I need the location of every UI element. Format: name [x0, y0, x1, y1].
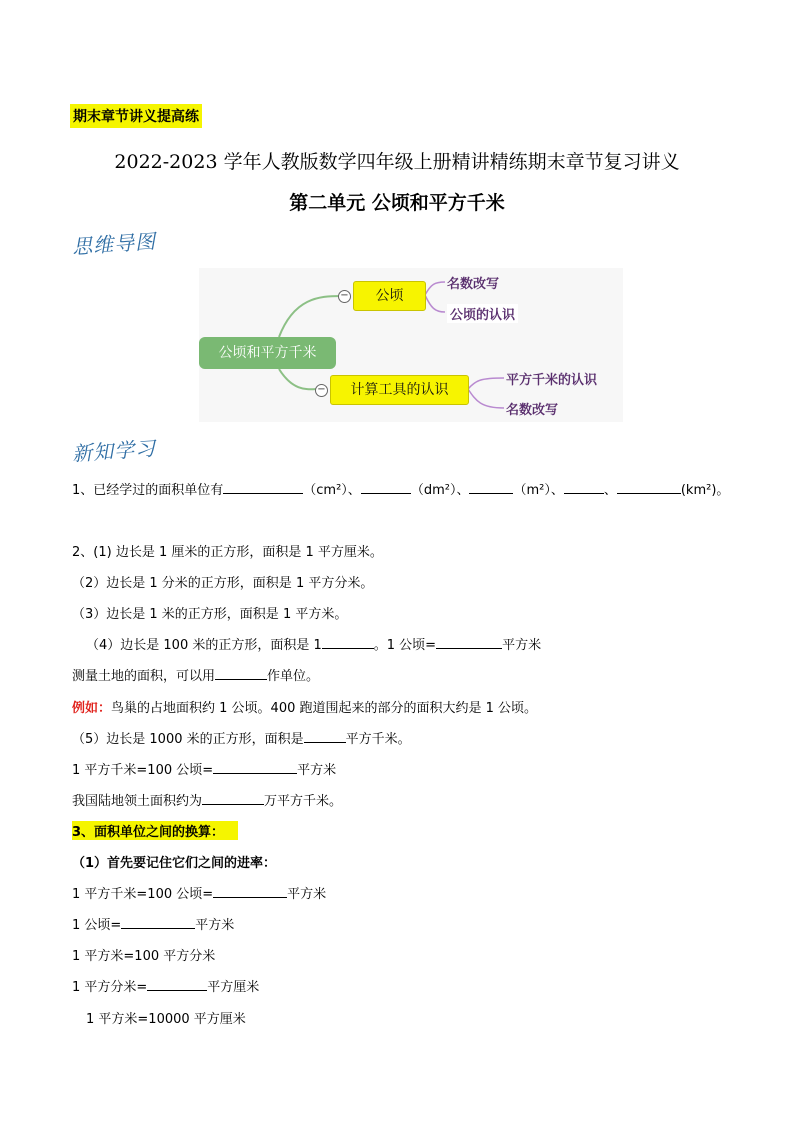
unit-text: (km²)。 — [680, 483, 730, 498]
blank[interactable] — [322, 635, 374, 649]
q2-text: 万平方千米。 — [264, 794, 343, 809]
blank[interactable] — [564, 480, 604, 494]
blank[interactable] — [121, 915, 195, 929]
blank[interactable] — [215, 666, 267, 680]
blank[interactable] — [223, 480, 303, 494]
q2-text: 1 平方千米=100 公顷= — [72, 763, 214, 778]
mindmap-node-tools: 计算工具的认识 — [330, 375, 469, 405]
q1-prefix: 1、已经学过的面积单位有 — [72, 483, 224, 498]
q2-line-7 — [72, 759, 336, 778]
mindmap-node-hectare: 公顷 — [353, 281, 426, 311]
q3-text: 1 公顷= — [72, 918, 122, 933]
blank[interactable] — [436, 635, 502, 649]
mindmap-root-node: 公顷和平方千米 — [199, 337, 336, 369]
unit-title: 第二单元 公顷和平方千米 — [289, 192, 505, 214]
collapse-icon[interactable]: − — [338, 290, 351, 303]
blank[interactable] — [304, 729, 346, 743]
q3-subheading: （1）首先要记住它们之间的进率： — [72, 856, 277, 871]
blank[interactable] — [361, 480, 411, 494]
q2-text: 平方千米。 — [345, 732, 411, 747]
q3-heading: 3、面积单位之间的换算： — [72, 821, 238, 840]
q2-line-1: 2、(1) 边长是 1 厘米的正方形，面积是 1 平方厘米。 — [72, 545, 383, 560]
example-label: 例如： — [72, 701, 112, 716]
q2-text: （5）边长是 1000 米的正方形，面积是 — [72, 732, 304, 747]
q2-line-3: （3）边长是 1 米的正方形，面积是 1 平方米。 — [72, 607, 348, 622]
q2-text: 作单位。 — [267, 669, 320, 684]
q2-text: 。1 公顷= — [373, 638, 437, 653]
q3-text: 平方米 — [287, 887, 327, 902]
mind-map — [199, 268, 623, 422]
document-title: 2022-2023 学年人教版数学四年级上册精讲精练期末章节复习讲义 — [114, 151, 680, 173]
mindmap-leaf: 公顷的认识 — [447, 304, 518, 323]
blank[interactable] — [213, 760, 297, 774]
blank[interactable] — [213, 884, 287, 898]
q2-line-6 — [72, 728, 411, 747]
unit-text: 、 — [603, 483, 617, 498]
q2-line-8 — [72, 790, 342, 809]
q2-text: （4）边长是 100 米的正方形，面积是 1 — [86, 638, 322, 653]
blank[interactable] — [147, 977, 207, 991]
chapter-tag: 期末章节讲义提高练 — [70, 104, 202, 128]
q3-text: 1 平方千米=100 公顷= — [72, 887, 214, 902]
collapse-icon[interactable]: − — [315, 384, 328, 397]
q3-text: 1 平方分米= — [72, 980, 148, 995]
unit-text: （dm²）、 — [410, 483, 470, 498]
q2-line-2: （2）边长是 1 分米的正方形，面积是 1 平方分米。 — [72, 576, 374, 591]
q3-row-2 — [72, 914, 234, 933]
mindmap-leaf: 名数改写 — [447, 277, 500, 292]
mindmap-heading: 思维导图 — [71, 229, 157, 259]
q2-line-5 — [72, 665, 319, 684]
unit-text: （m²）、 — [513, 483, 564, 498]
blank[interactable] — [202, 791, 264, 805]
unit-text: （cm²）、 — [303, 483, 361, 498]
q2-text: 平方米 — [502, 638, 542, 653]
q3-row-1 — [72, 883, 326, 902]
blank[interactable] — [469, 480, 513, 494]
mindmap-leaf: 平方千米的认识 — [506, 373, 598, 388]
q3-text: 平方厘米 — [207, 980, 260, 995]
q3-row-5: 1 平方米=10000 平方厘米 — [86, 1012, 246, 1027]
new-knowledge-heading: 新知学习 — [71, 436, 157, 466]
q1-line — [72, 479, 729, 498]
q3-row-3: 1 平方米=100 平方分米 — [72, 949, 216, 964]
example-text: 鸟巢的占地面积约 1 公顷。400 跑道围起来的部分的面积大约是 1 公顷。 — [111, 701, 538, 716]
mindmap-leaf: 名数改写 — [506, 403, 559, 418]
q2-text: 我国陆地领土面积约为 — [72, 794, 203, 809]
q3-text: 平方米 — [195, 918, 235, 933]
example-line — [72, 697, 537, 716]
q2-text: 测量土地的面积，可以用 — [72, 669, 216, 684]
q2-text: 平方米 — [297, 763, 337, 778]
q3-row-4 — [72, 976, 259, 995]
blank[interactable] — [617, 480, 681, 494]
q2-line-4 — [86, 634, 541, 653]
